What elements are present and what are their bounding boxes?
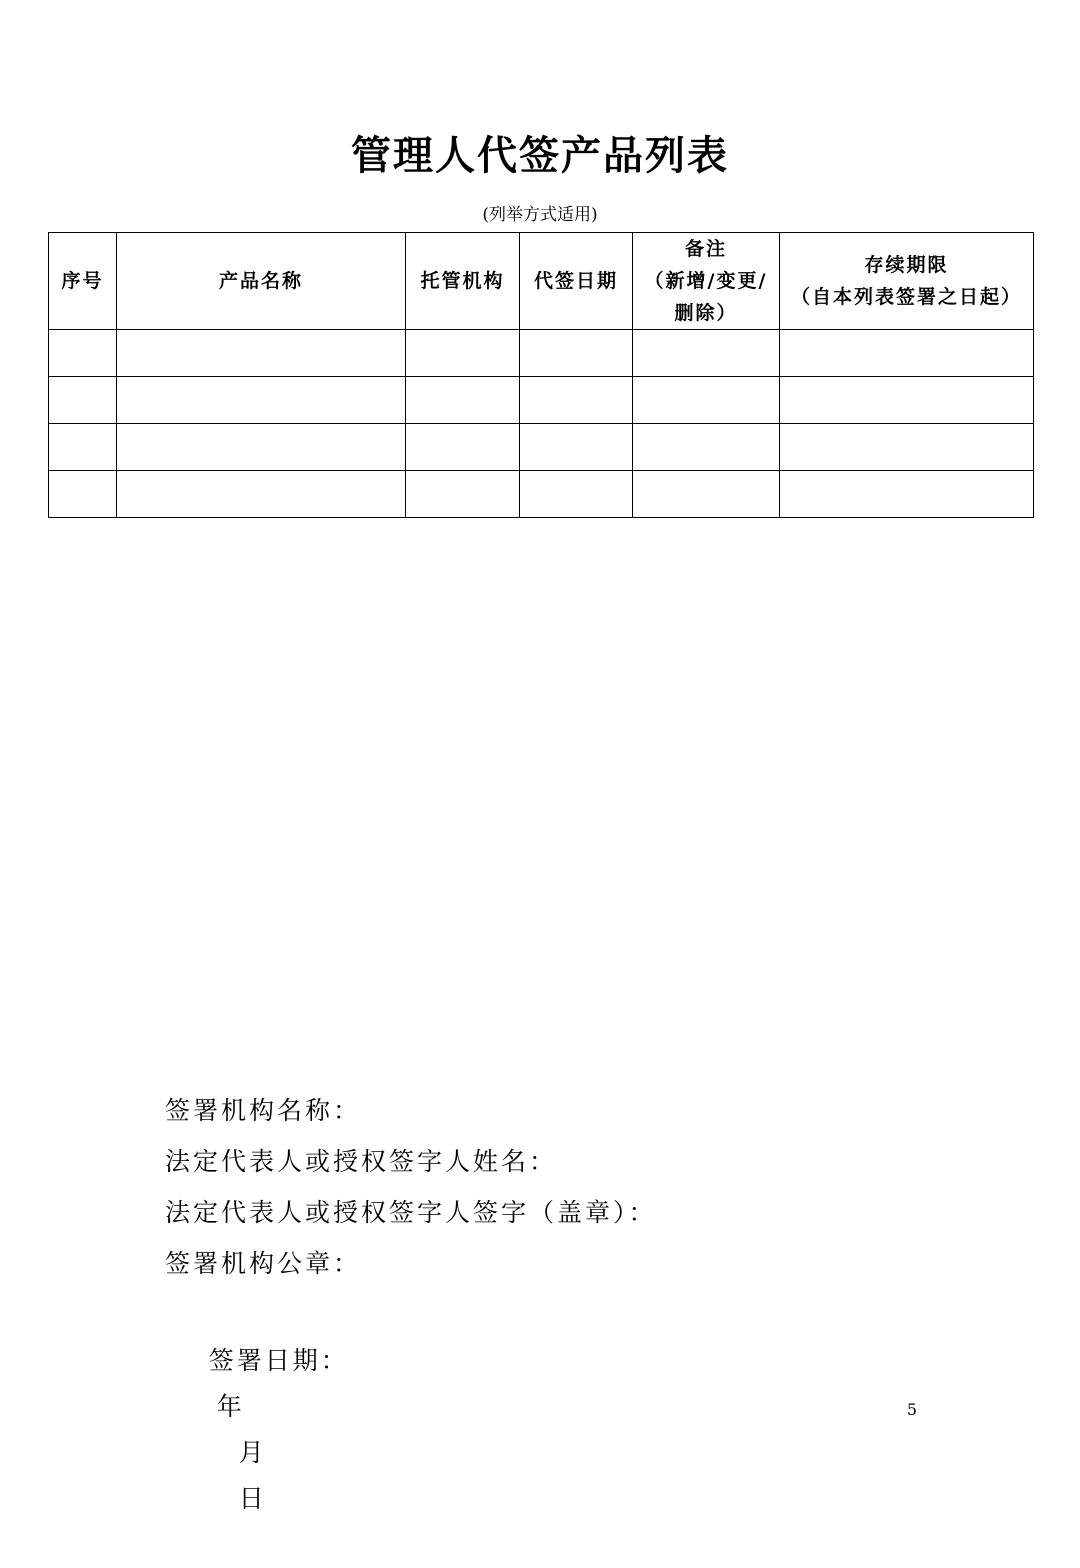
header-text: 托管机构	[420, 270, 505, 292]
signing-date-line	[165, 1292, 657, 1513]
table-cell	[633, 377, 780, 424]
header-text: 删除）	[674, 302, 738, 324]
table-header-row	[49, 233, 1034, 330]
table-row	[49, 424, 1034, 471]
table-row	[49, 471, 1034, 518]
page-number: 5	[906, 1400, 918, 1419]
header-text: 存续期限	[864, 254, 949, 276]
header-text: 备注	[684, 238, 727, 260]
table-cell	[520, 330, 633, 377]
table-row	[49, 330, 1034, 377]
header-text: 序号	[61, 270, 104, 292]
page-subtitle: (列举方式适用)	[482, 205, 598, 225]
month-label: 月	[238, 1438, 267, 1467]
signing-date-label: 签署日期：	[208, 1346, 349, 1375]
header-product-name	[117, 233, 406, 330]
table-cell	[780, 424, 1034, 471]
table-cell	[406, 377, 520, 424]
table-cell	[117, 377, 406, 424]
table-cell	[406, 330, 520, 377]
header-text: 代签日期	[533, 270, 618, 292]
table-cell	[117, 330, 406, 377]
table-cell	[633, 471, 780, 518]
header-remarks	[633, 233, 780, 330]
signature-block	[165, 1088, 657, 1513]
table-cell	[520, 424, 633, 471]
table-cell	[633, 330, 780, 377]
table-cell	[520, 377, 633, 424]
table-cell	[633, 424, 780, 471]
table-cell	[49, 330, 117, 377]
table-cell	[117, 471, 406, 518]
header-text: （自本列表签署之日起）	[790, 286, 1022, 308]
table-cell	[780, 471, 1034, 518]
table-cell	[406, 471, 520, 518]
day-label: 日	[238, 1484, 267, 1513]
header-signing-date	[520, 233, 633, 330]
table-row	[49, 377, 1034, 424]
header-custodian	[406, 233, 520, 330]
page-title: 管理人代签产品列表	[351, 132, 729, 179]
table-cell	[49, 377, 117, 424]
table-cell	[49, 471, 117, 518]
year-label: 年	[216, 1392, 245, 1421]
signer-signature-label: 法定代表人或授权签字人签字（盖章）：	[165, 1198, 657, 1227]
header-text: （新增/变更/	[644, 270, 768, 292]
table-cell	[49, 424, 117, 471]
table-cell	[117, 424, 406, 471]
table-cell	[780, 377, 1034, 424]
header-text: 产品名称	[218, 270, 303, 292]
table-cell	[520, 471, 633, 518]
product-table	[48, 232, 1034, 518]
org-name-label: 签署机构名称：	[165, 1096, 362, 1125]
table-cell	[780, 330, 1034, 377]
header-duration	[780, 233, 1034, 330]
org-seal-label: 签署机构公章：	[165, 1249, 362, 1278]
table-cell	[406, 424, 520, 471]
signer-name-label: 法定代表人或授权签字人姓名：	[165, 1147, 558, 1176]
header-serial-number	[49, 233, 117, 330]
